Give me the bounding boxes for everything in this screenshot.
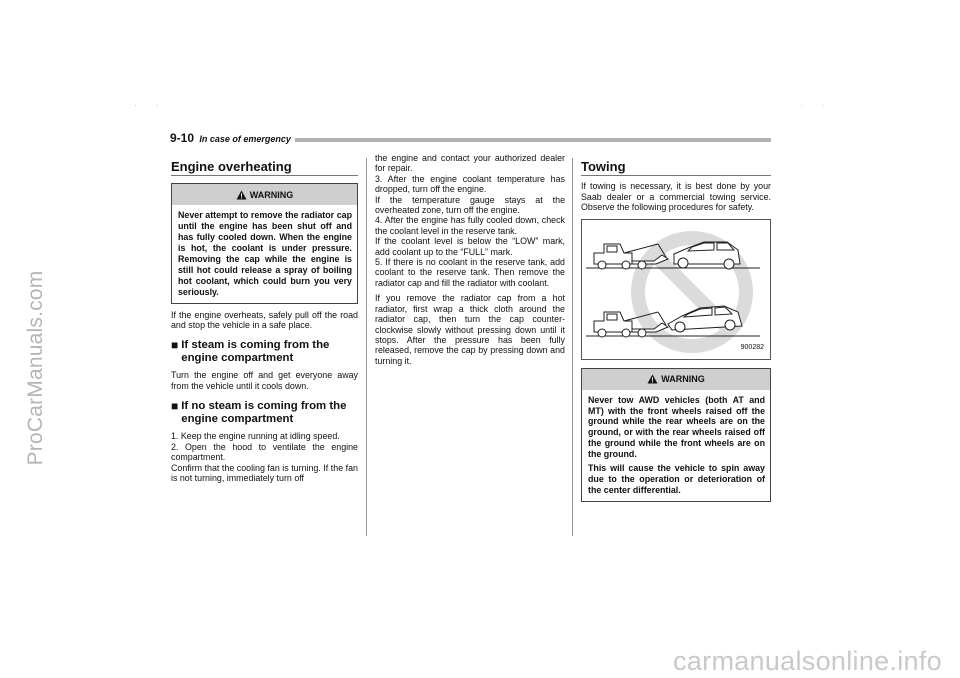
warning-label: WARNING xyxy=(249,189,294,200)
warning-header xyxy=(582,369,770,390)
radiator-cap-paragraph: If you remove the radiator cap from a hot radiator, first wrap a thick cloth around the radiator cap, then turn the cap counter-clockwise slowly without pressing down until it stops. After the pressure has been fully released, remove the cap by pressing down and turning it. xyxy=(375,293,565,366)
warning-text: Never attempt to remove the radiator cap until the engine has been shut off and has fully cooled down. When the engine is hot, the coolant is under pressure. Removing the cap while the engine is still hot could release a spray of boiling hot coolant, which could burn you very seriously. xyxy=(178,210,352,297)
towing-warning-paragraph-1: Never tow AWD vehicles (both AT and MT) with the front wheels raised off the ground while the rear wheels are on the ground, or with the rear wheels raised off the ground while the front wheels are on the ground. xyxy=(588,394,765,460)
steam-subheading xyxy=(171,339,358,365)
page-header xyxy=(170,131,295,145)
warning-label: WARNING xyxy=(661,373,705,384)
middle-column xyxy=(375,153,565,366)
tow-truck-prohibited-illustration xyxy=(582,220,770,359)
warning-triangle-icon xyxy=(647,374,658,384)
middle-line-6: 5. If there is no coolant in the reserve tank, add coolant to the reserve tank. Then remove the radiator cap and fill the radiator with coolant. xyxy=(375,257,565,288)
bullet-square: ■ xyxy=(171,338,179,353)
towing-title: Towing xyxy=(581,162,771,176)
no-steam-step-1: 1. Keep the engine running at idling speed. xyxy=(171,431,340,442)
no-steam-step-3: Confirm that the cooling fan is turning. If the fan is not turning, immediately turn off xyxy=(171,462,358,483)
towing-intro: If towing is necessary, it is best done by your Saab dealer or a commercial towing service. Observe the following procedures for safety. xyxy=(581,181,771,213)
figure-code: 900282 xyxy=(740,344,764,352)
steam-subheading-text: If steam is coming from the engine compartment xyxy=(181,339,330,365)
column-divider-2 xyxy=(572,158,573,536)
warning-text xyxy=(582,390,770,501)
no-steam-subheading-text: If no steam is coming from the engine compartment xyxy=(181,400,347,426)
middle-line-5: If the coolant level is below the “LOW” mark, add coolant up to the “FULL” mark. xyxy=(375,236,565,257)
overheat-intro: If the engine overheats, safely pull off the road and stop the vehicle in a safe place. xyxy=(171,309,358,331)
side-watermark: ProCarManuals.com xyxy=(24,270,47,466)
crop-mark-right: · · xyxy=(800,100,833,110)
towing-warning-paragraph-2: This will cause the vehicle to spin away due to the operation or deterioration of the center differential. xyxy=(588,463,765,495)
warning-triangle-icon xyxy=(236,190,247,200)
bottom-watermark: carmanualsonline.info xyxy=(673,646,942,676)
no-steam-subheading xyxy=(171,400,358,426)
towing-warning-box xyxy=(581,368,771,502)
warning-header xyxy=(172,184,357,205)
bullet-square: ■ xyxy=(171,399,179,414)
column-divider-1 xyxy=(366,158,367,536)
overheating-warning-box xyxy=(171,183,358,303)
page-number: 9-10 xyxy=(170,131,195,145)
engine-overheating-title: Engine overheating xyxy=(171,162,358,176)
right-column xyxy=(581,159,771,508)
steam-text: Turn the engine off and get everyone away from the vehicle until it cools down. xyxy=(171,370,358,391)
middle-line-1: the engine and contact your authorized dealer for repair. xyxy=(375,153,565,174)
towing-illustration xyxy=(581,219,771,360)
crop-mark-left: · · xyxy=(134,100,167,110)
middle-line-2: 3. After the engine coolant temperature has dropped, turn off the engine. xyxy=(375,173,565,195)
no-steam-step-2: 2. Open the hood to ventilate the engine compartment. xyxy=(171,441,358,463)
section-title: In case of emergency xyxy=(199,134,291,144)
middle-line-4: 4. After the engine has fully cooled down, check the coolant level in the reserve tank. xyxy=(375,215,565,236)
middle-line-3: If the temperature gauge stays at the overheated zone, turn off the engine. xyxy=(375,194,565,216)
left-column xyxy=(171,159,358,483)
